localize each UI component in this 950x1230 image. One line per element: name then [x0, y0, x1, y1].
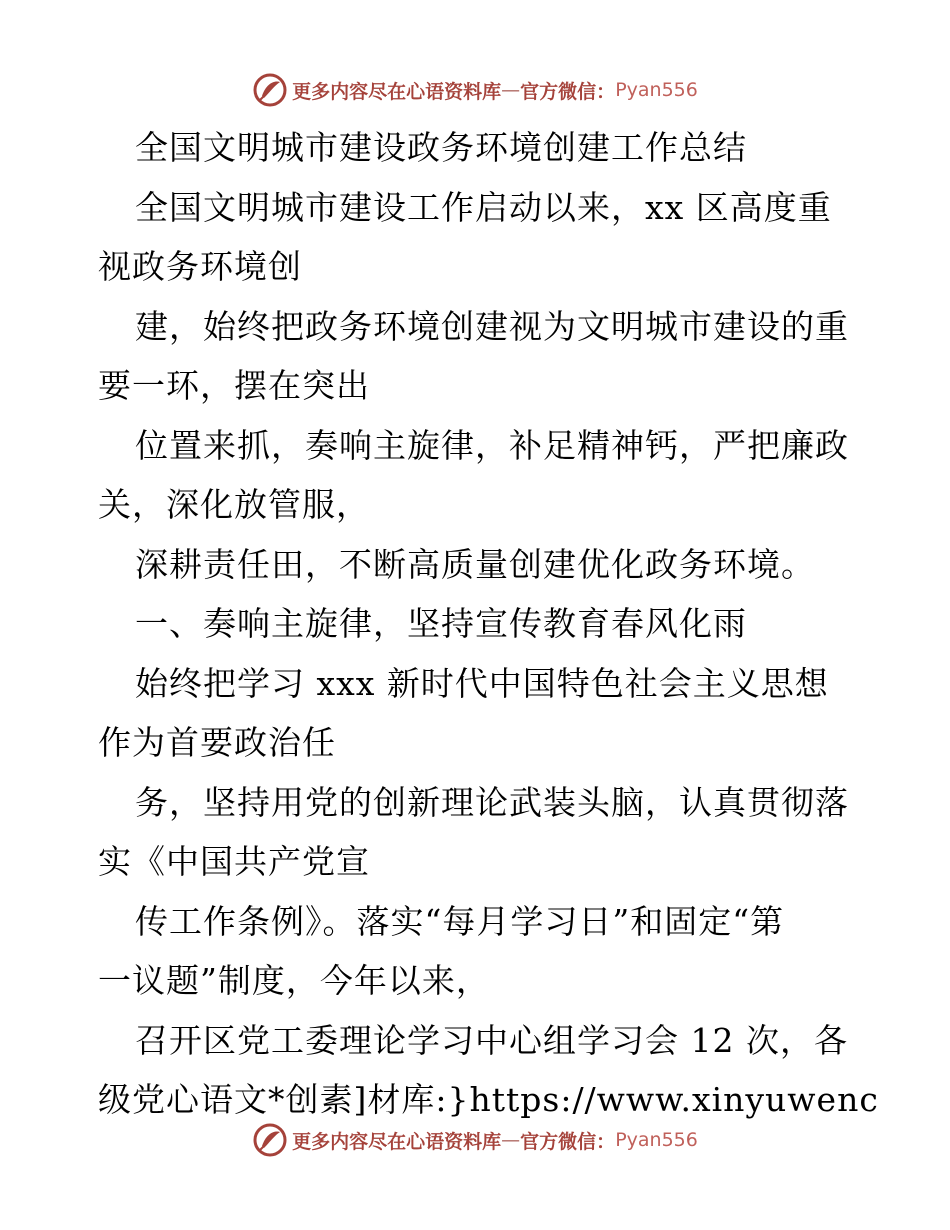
watermark-wechat-label: 官方微信： — [520, 1130, 616, 1153]
doc-line: 一议题”制度，今年以来， — [98, 961, 490, 1000]
doc-line: 视政务环境创 — [98, 247, 302, 286]
doc-line: 传工作条例》。落实“每月学习日”和固定“第 — [135, 901, 785, 941]
doc-line: 召开区党工委理论学习中心组学习会 12 次，各 — [135, 1020, 848, 1060]
document-body — [98, 118, 879, 1130]
doc-line: 要一环，摆在突出 — [98, 366, 370, 405]
doc-line: 建，始终把政务环境创建视为文明城市建设的重 — [135, 306, 849, 346]
watermark-main-text: 更多内容尽在心语资料库 — [292, 1130, 502, 1153]
doc-line: 一、奏响主旋律，坚持宣传教育春风化雨 — [135, 604, 747, 643]
doc-line: 深耕责任田，不断高质量创建优化政务环境。 — [135, 544, 815, 584]
doc-line: 实《中国共产党宣 — [98, 842, 370, 881]
doc-line: 级党心语文*创素]材库:}https://www.xinyuwenc — [98, 1080, 879, 1119]
doc-line: 全国文明城市建设政务环境创建工作总结 — [135, 128, 747, 167]
watermark-wechat-id: Pyan556 — [615, 1129, 698, 1151]
watermark-main-text: 更多内容尽在心语资料库 — [292, 80, 502, 103]
library-logo-icon — [252, 1122, 288, 1158]
watermark-wechat-label: 官方微信： — [520, 80, 616, 103]
doc-line: 位置来抓，奏响主旋律，补足精神钙，严把廉政 — [135, 425, 849, 465]
library-logo-icon — [252, 72, 288, 108]
watermark-wechat-id: Pyan556 — [615, 79, 698, 101]
doc-line: 全国文明城市建设工作启动以来，xx 区高度重 — [135, 187, 832, 227]
watermark-separator: — — [501, 79, 521, 101]
watermark-separator: — — [501, 1129, 521, 1151]
doc-line: 务，坚持用党的创新理论武装头脑，认真贯彻落 — [135, 782, 849, 822]
watermark-footer — [0, 1122, 950, 1158]
doc-line: 始终把学习 xxx 新时代中国特色社会主义思想 — [135, 663, 829, 703]
doc-line: 关，深化放管服， — [98, 485, 370, 524]
doc-line: 作为首要政治任 — [98, 723, 336, 762]
watermark-header — [0, 72, 950, 108]
